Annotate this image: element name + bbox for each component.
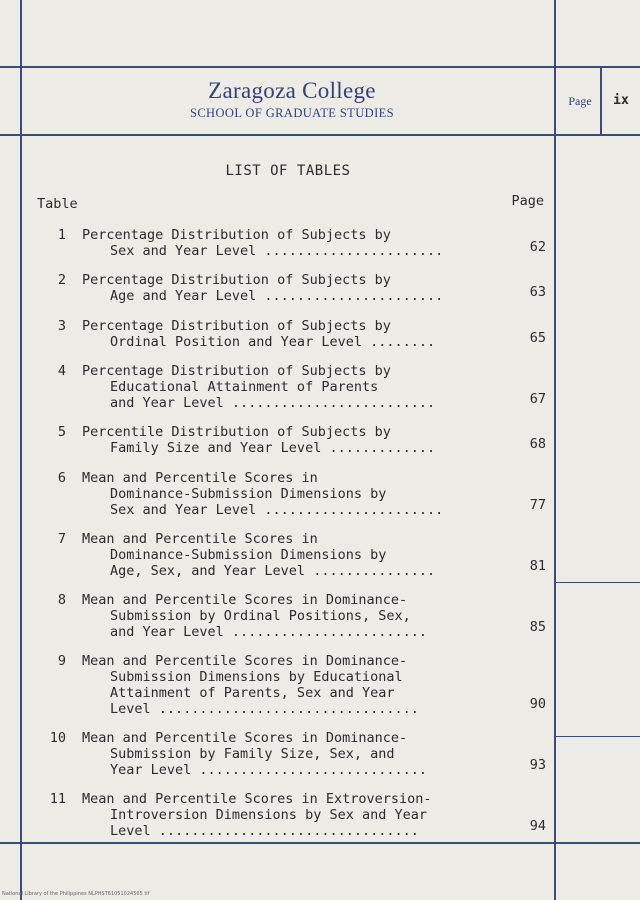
page-label: Page xyxy=(568,94,592,108)
header-top-rule xyxy=(0,66,640,68)
entry-number: 4 xyxy=(57,363,66,379)
entry-line: Submission by Family Size, Sex, and xyxy=(110,746,395,762)
entry-title xyxy=(82,318,472,350)
entry-number: 9 xyxy=(57,653,66,669)
entry-line: Mean and Percentile Scores in xyxy=(82,470,318,486)
entry-line: Sex and Year Level ...................... xyxy=(110,502,444,518)
entry-line: Introversion Dimensions by Sex and Year xyxy=(110,807,427,823)
entry-line: Percentage Distribution of Subjects by xyxy=(82,318,391,334)
entry-line: Dominance-Submission Dimensions by xyxy=(110,486,387,502)
entry-line: Mean and Percentile Scores in Dominance- xyxy=(82,592,408,608)
entry-line: Sex and Year Level ...................... xyxy=(110,243,444,259)
entry-page: 93 xyxy=(529,757,546,773)
entry-number: 1 xyxy=(57,227,66,243)
entry-line: Level ................................ xyxy=(110,701,419,717)
entry-line: Attainment of Parents, Sex and Year xyxy=(110,685,395,701)
entry-line: Mean and Percentile Scores in Dominance- xyxy=(82,653,408,669)
footer-top-rule xyxy=(0,842,640,844)
header-bottom-rule xyxy=(0,134,640,136)
entry-line: Mean and Percentile Scores in Extroversion- xyxy=(82,791,432,807)
column-header-table: Table xyxy=(37,196,78,212)
entry-line: Mean and Percentile Scores in xyxy=(82,531,318,547)
entry-page: 67 xyxy=(529,391,546,407)
entry-line: and Year Level ......................... xyxy=(110,395,436,411)
entry-line: Family Size and Year Level ............. xyxy=(110,440,436,456)
entry-page: 90 xyxy=(529,696,546,712)
entry-number: 6 xyxy=(57,470,66,486)
entry-line: Level ................................ xyxy=(110,823,419,839)
entry-page: 68 xyxy=(529,436,546,452)
entry-title xyxy=(82,531,472,579)
entry-line: Percentage Distribution of Subjects by xyxy=(82,272,391,288)
entry-line: Percentage Distribution of Subjects by xyxy=(82,227,391,243)
entry-title xyxy=(82,592,472,640)
entry-line: Mean and Percentile Scores in Dominance- xyxy=(82,730,408,746)
column-header-page: Page xyxy=(511,193,544,209)
entry-title xyxy=(82,470,472,518)
entry-number: 11 xyxy=(49,791,66,807)
entry-line: Submission by Ordinal Positions, Sex, xyxy=(110,608,411,624)
scan-footer: National Library of the Philippines NLPHST61051024565 tif xyxy=(2,891,150,897)
entry-page: 77 xyxy=(529,497,546,513)
entry-page: 94 xyxy=(529,818,546,834)
entry-line: Percentage Distribution of Subjects by xyxy=(82,363,391,379)
entry-number: 3 xyxy=(57,318,66,334)
entry-line: Submission Dimensions by Educational xyxy=(110,669,403,685)
entry-line: Educational Attainment of Parents xyxy=(110,379,379,395)
list-title: LIST OF TABLES xyxy=(225,163,351,179)
school-name: SCHOOL OF GRADUATE STUDIES xyxy=(189,106,395,120)
entry-line: Dominance-Submission Dimensions by xyxy=(110,547,387,563)
entry-line: Year Level ............................ xyxy=(110,762,427,778)
entry-number: 2 xyxy=(57,272,66,288)
entry-number: 5 xyxy=(57,424,66,440)
entry-title xyxy=(82,272,472,304)
right-column-rule-2 xyxy=(554,736,640,737)
entry-line: Percentile Distribution of Subjects by xyxy=(82,424,391,440)
entry-number: 7 xyxy=(57,531,66,547)
entry-number: 8 xyxy=(57,592,66,608)
entry-title xyxy=(82,363,472,411)
entry-title xyxy=(82,424,472,456)
entry-page: 81 xyxy=(529,558,546,574)
college-name: Zaragoza College xyxy=(208,78,376,103)
entry-page: 85 xyxy=(529,619,546,635)
entry-title xyxy=(82,730,472,778)
entry-page: 63 xyxy=(529,284,546,300)
entry-line: Age and Year Level ...................... xyxy=(110,288,444,304)
entry-page: 65 xyxy=(529,330,546,346)
entry-title xyxy=(82,227,472,259)
entry-title xyxy=(82,653,472,717)
entry-title xyxy=(82,791,522,839)
right-column-rule-1 xyxy=(554,582,640,583)
page-number: ix xyxy=(613,93,629,108)
entry-line: Ordinal Position and Year Level ........ xyxy=(110,334,436,350)
entry-page: 62 xyxy=(529,239,546,255)
entry-line: and Year Level ........................ xyxy=(110,624,427,640)
page-box-divider xyxy=(600,66,602,134)
entry-number: 10 xyxy=(49,730,66,746)
entry-line: Age, Sex, and Year Level ............... xyxy=(110,563,436,579)
